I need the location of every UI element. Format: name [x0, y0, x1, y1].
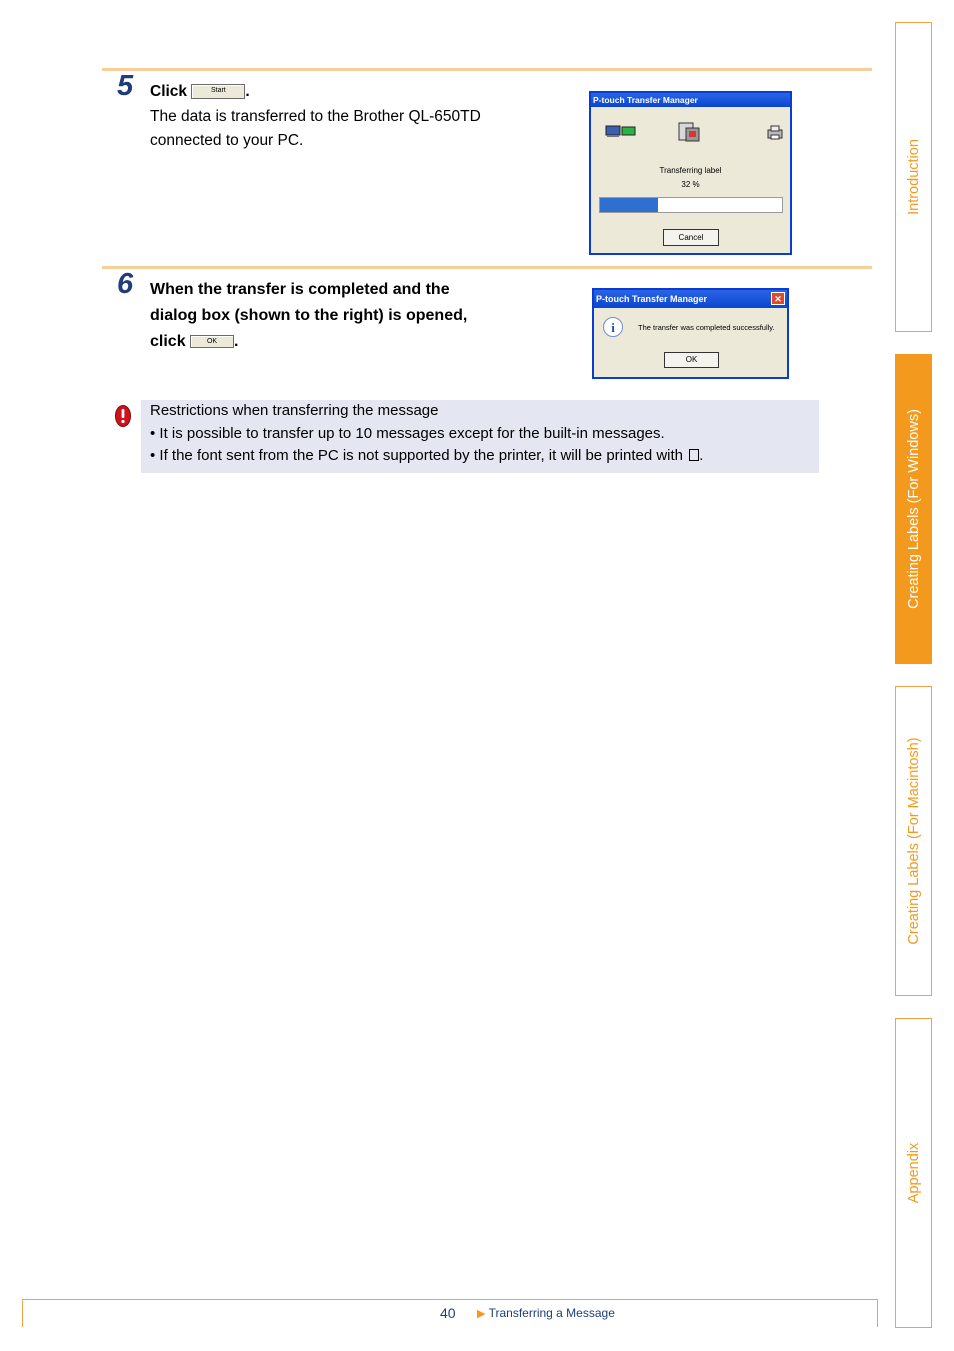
- dialog2-title: P-touch Transfer Manager: [596, 294, 708, 304]
- tab-creating-labels-macintosh[interactable]: [895, 686, 932, 996]
- transfer-progress-dialog: [589, 91, 792, 255]
- footer-section-link[interactable]: Transferring a Message: [488, 1306, 615, 1320]
- footer-left-edge: [22, 1299, 23, 1327]
- transfer-progress-bar: [599, 197, 783, 213]
- unsupported-char-box-icon: [689, 449, 699, 461]
- ok-button-inline-label: OK: [206, 338, 218, 346]
- section-divider-middle: [102, 266, 872, 269]
- tab-appendix[interactable]: [895, 1018, 932, 1328]
- tab-macintosh-label: Creating Labels (For Macintosh): [905, 737, 922, 945]
- transfer-percent-text: 32 %: [681, 180, 700, 189]
- step5-click-label: Click: [150, 83, 188, 100]
- step5-description-line2: connected to your PC.: [150, 132, 304, 149]
- dialog2-title-bar: [594, 290, 787, 308]
- close-icon[interactable]: ✕: [771, 292, 785, 305]
- computer-icon: [605, 123, 637, 144]
- start-button-inline: [191, 84, 245, 99]
- notice-bullet-1: • It is possible to transfer up to 10 messages except for the built-in messages.: [150, 425, 665, 442]
- step6-line2: dialog box (shown to the right) is opened,: [150, 307, 468, 324]
- dialog-title: P-touch Transfer Manager: [591, 93, 790, 107]
- step6-line3: [150, 329, 239, 355]
- notice-bullet-2-end: .: [699, 447, 704, 464]
- footer-rule: [22, 1299, 878, 1300]
- tab-introduction[interactable]: [895, 22, 932, 332]
- transfer-status-text: Transferring label: [659, 166, 722, 175]
- step5-description-line1: The data is transferred to the Brother QL-650TD: [150, 108, 481, 125]
- section-divider-top: [102, 68, 872, 71]
- notice-bullet-2: [150, 447, 703, 464]
- notice-bullet-2-text: • If the font sent from the PC is not supported by the printer, it will be printed with: [150, 447, 684, 464]
- step-number-5: 5: [117, 70, 134, 102]
- completion-message: The transfer was completed successfully.: [638, 323, 775, 332]
- ok-button-inline: [190, 335, 234, 348]
- cancel-button[interactable]: Cancel: [663, 229, 719, 246]
- page-number: 40: [440, 1305, 456, 1321]
- transfer-complete-dialog: [592, 288, 789, 379]
- tab-windows-label: Creating Labels (For Windows): [905, 409, 922, 609]
- warning-icon: [114, 404, 132, 433]
- progress-fill: [600, 198, 658, 212]
- printer-icon: [766, 125, 784, 146]
- step5-period: .: [245, 83, 250, 100]
- arrow-right-icon: ▶: [477, 1308, 486, 1320]
- step-number-6: 6: [117, 268, 134, 300]
- step6-click-label: click: [150, 333, 186, 350]
- ok-button[interactable]: OK: [664, 352, 719, 368]
- step6-line1: When the transfer is completed and the: [150, 281, 450, 298]
- step6-period: .: [234, 333, 239, 350]
- tab-creating-labels-windows[interactable]: [895, 354, 932, 664]
- file-transfer-icon: [677, 121, 701, 148]
- restrictions-notice: [141, 400, 819, 473]
- tab-appendix-label: Appendix: [905, 1142, 922, 1204]
- info-icon: [602, 316, 624, 343]
- svg-text:i: i: [611, 320, 615, 335]
- step5-instruction: [150, 80, 250, 104]
- footer-right-edge: [877, 1299, 878, 1327]
- notice-heading: Restrictions when transferring the message: [150, 402, 439, 419]
- start-button-inline-label: Start: [210, 87, 226, 95]
- tab-introduction-label: Introduction: [905, 139, 922, 215]
- footer-nav[interactable]: [477, 1306, 615, 1320]
